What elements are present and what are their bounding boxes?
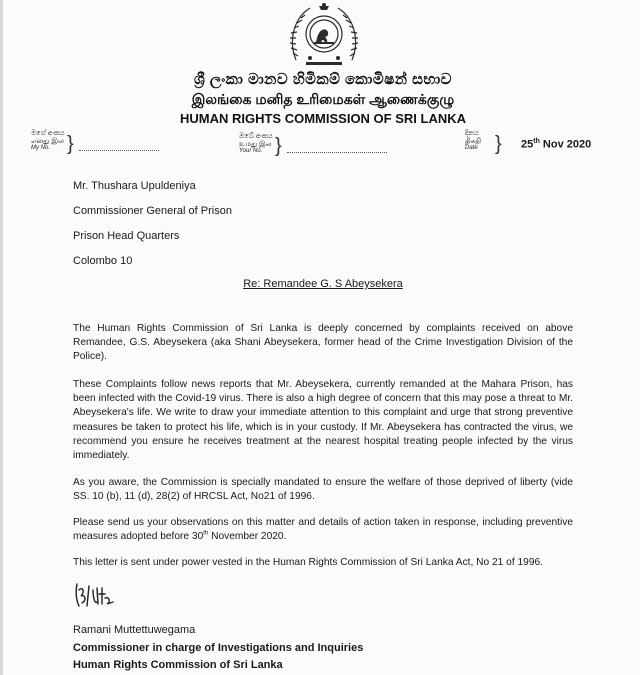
body-paragraph-4 <box>73 516 573 544</box>
recipient-title: Commissioner General of Prison <box>73 205 232 217</box>
signatory-title: Commissioner in charge of Investigations and Inquiries <box>73 642 364 654</box>
your-no-tamil: உமது இல <box>239 140 272 148</box>
my-no-label <box>31 130 65 153</box>
date-day: 25 <box>521 138 534 151</box>
recipient-office: Prison Head Quarters <box>73 230 180 242</box>
date-label <box>465 130 481 153</box>
my-no-tamil: எனது இல <box>31 137 64 145</box>
signatory-name: Ramani Muttettuwegama <box>73 624 196 636</box>
your-no-sinhala: ඔබේ අංකය <box>239 133 273 140</box>
org-name-tamil: இலங்கை மனித உரிமைகள் ஆணைக்குழு <box>191 91 455 107</box>
date-sinhala: දිනය <box>465 130 479 137</box>
bracket-middle: } <box>275 135 282 157</box>
body-paragraph-4-text: Please send us your observations on this matter and details of action taken in response, including preventive measures adopted before 30 <box>73 517 573 543</box>
body-paragraph-3: As you aware, the Commission is specially mandated to ensure the welfare of those deprived of liberty (vide SS. 10 (b), 11 (d), 28(2) of HRCSL Act, No21 of 1996. <box>73 477 573 503</box>
signature-mark <box>71 576 115 612</box>
letter-date <box>521 138 591 151</box>
bracket-right: } <box>495 133 502 155</box>
my-no-sinhala: මගේ අංකය <box>31 130 65 137</box>
org-name-english: HUMAN RIGHTS COMMISSION OF SRI LANKA <box>180 111 466 126</box>
date-suffix: th <box>533 138 540 145</box>
my-no-english: My No. <box>31 145 51 151</box>
date-tamil: திகதி <box>465 137 481 145</box>
signatory-organization: Human Rights Commission of Sri Lanka <box>73 659 283 671</box>
date-month-year: Nov 2020 <box>539 138 592 151</box>
letter-subject: Re: Remandee G. S Abeysekera <box>243 278 403 290</box>
bracket-left: } <box>67 133 74 155</box>
body-paragraph-4-sup: th <box>203 530 209 537</box>
my-no-line <box>79 150 159 151</box>
recipient-city: Colombo 10 <box>73 255 133 267</box>
your-no-line <box>287 152 387 153</box>
your-no-label <box>239 133 273 156</box>
sri-lanka-emblem-icon <box>286 0 362 68</box>
body-paragraph-1: The Human Rights Commission of Sri Lanka is deeply concerned by complaints received on above Remandee, G.S. Abeysekera (aka Shani Abeysekera, former head of the Crime Investigation Division of the Police). <box>73 323 573 363</box>
org-name-sinhala: ශ්‍රී ලංකා මානව හිමිකම් කොමිෂන් සභාව <box>194 71 452 88</box>
body-paragraph-2: These Complaints follow news reports that Mr. Abeysekera, currently remanded at the Mahara Prison, has been infected with the Covid-19 virus. There is also a high degree of concern that this may pose a threat to Mr. Abeysekera's life. We write to draw your immediate attention to this complaint and urge that strong preventive measures be taken to protect his life, which is in your custody. If Mr. Abeysekera has contracted the virus, we recommend you ensure he receives treatment at the nearest hospital treating people infected by the virus immediately. <box>73 379 573 462</box>
date-english: Date <box>465 145 478 151</box>
body-paragraph-5: This letter is sent under power vested in the Human Rights Commission of Sri Lanka Act, No 21 of 1996. <box>73 557 543 568</box>
body-paragraph-4-end: November 2020. <box>208 531 287 543</box>
your-no-english: Your No. <box>239 148 263 154</box>
recipient-name: Mr. Thushara Upuldeniya <box>73 180 196 192</box>
